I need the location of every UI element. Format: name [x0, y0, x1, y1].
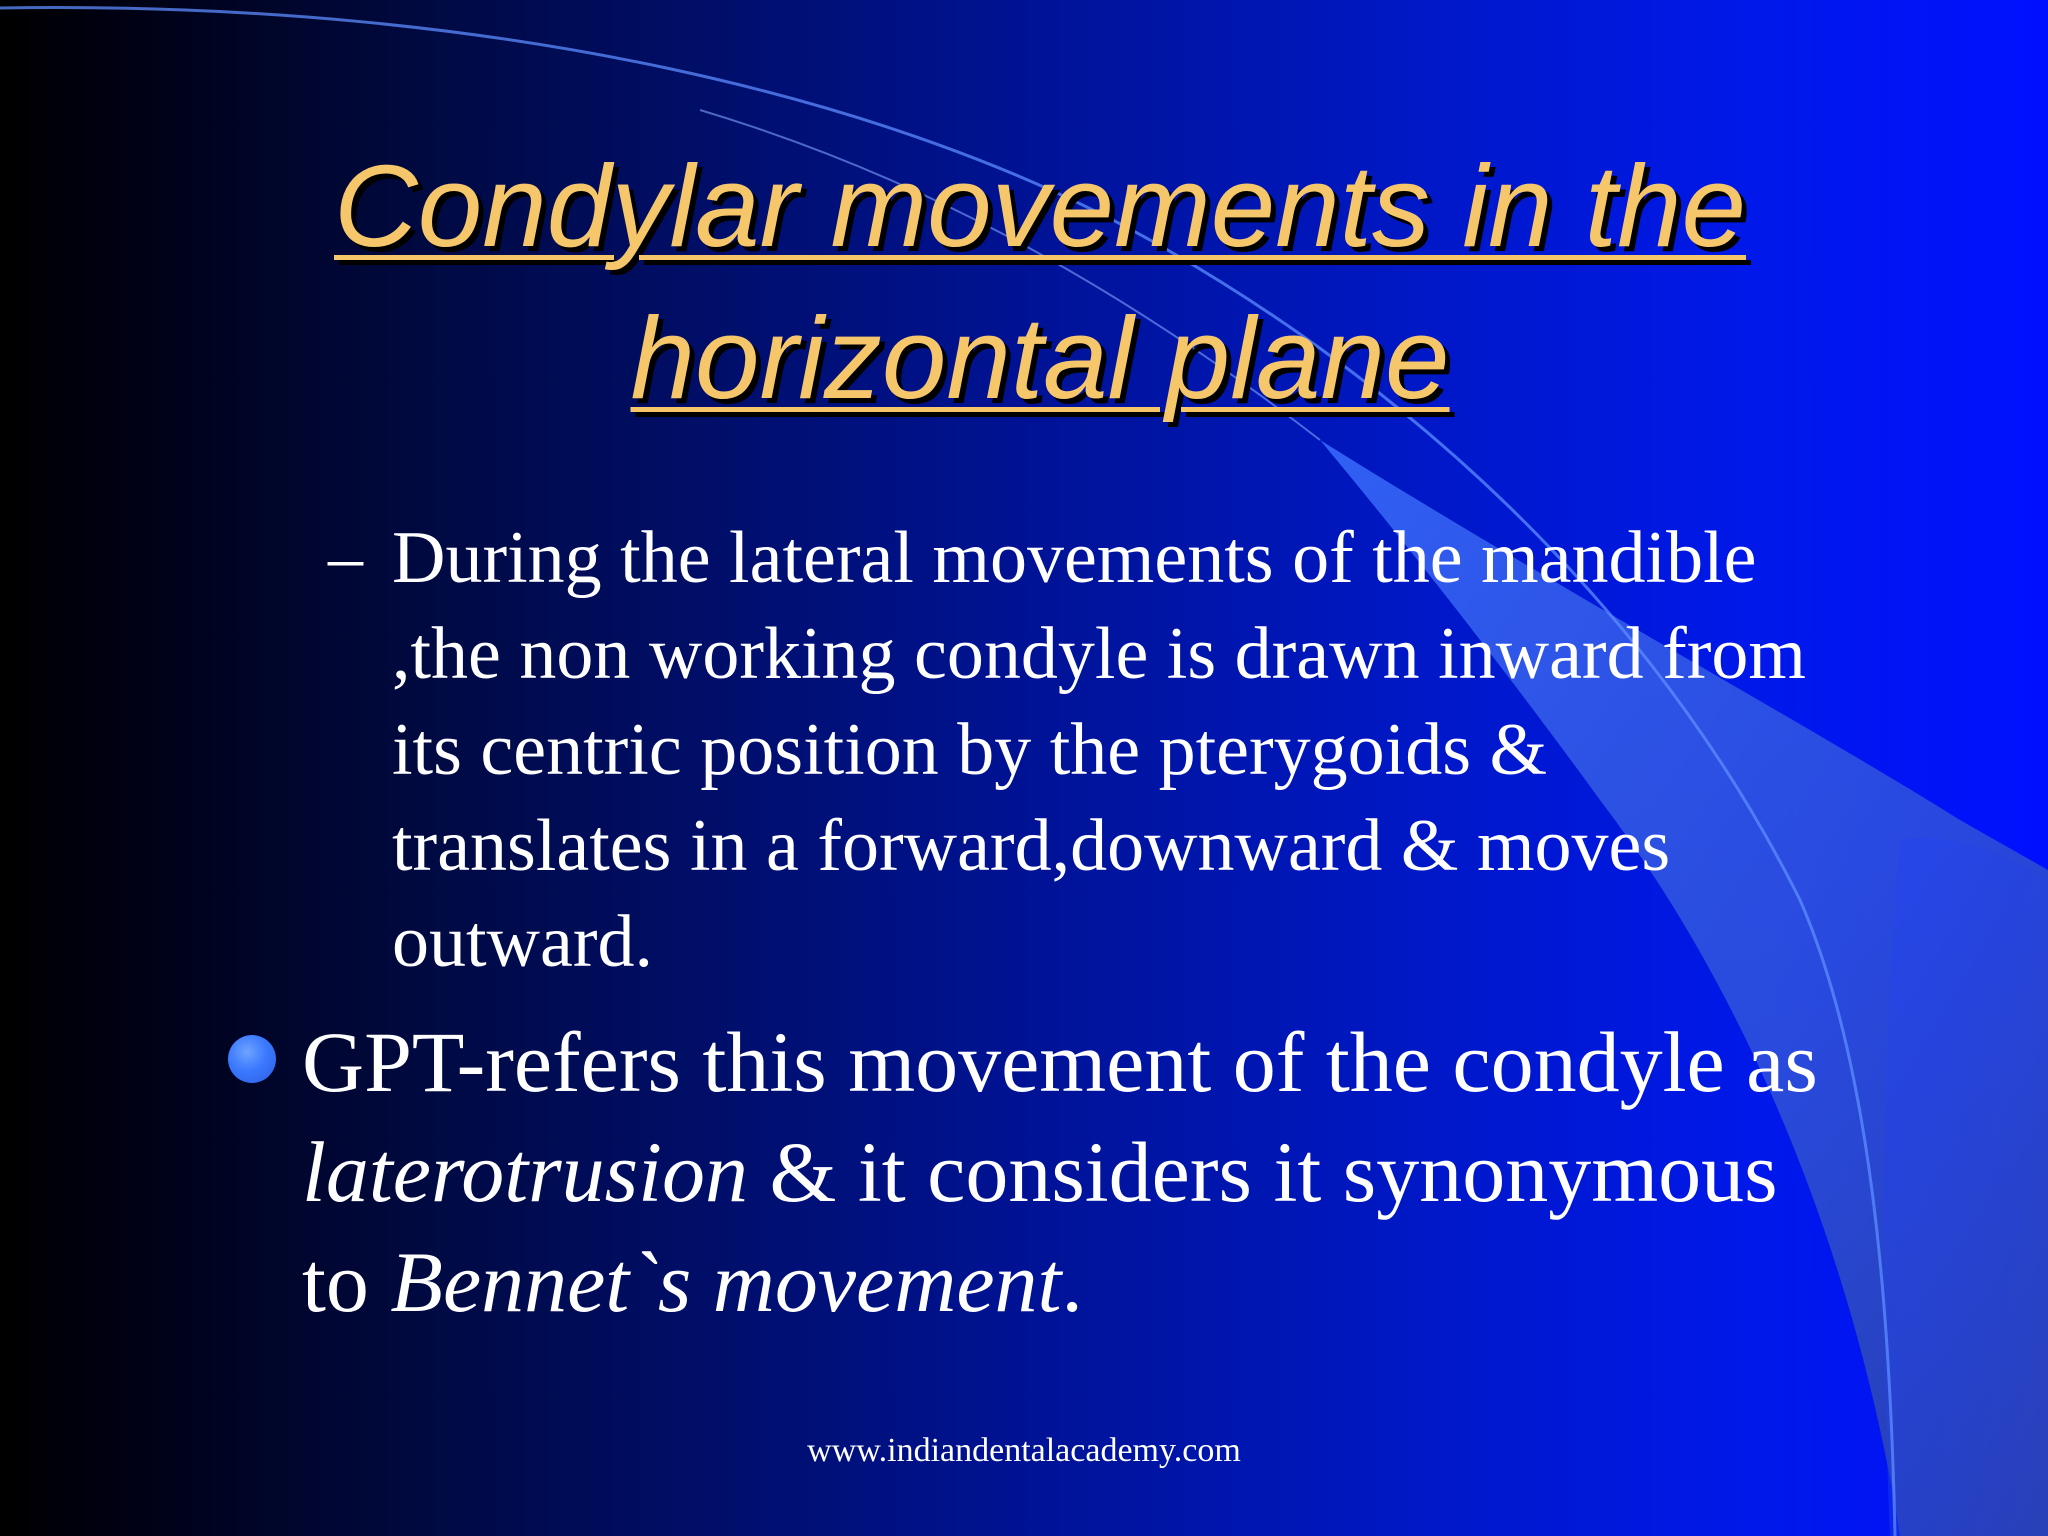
bullet-dot-icon — [228, 1035, 276, 1083]
slide-title — [130, 130, 1950, 434]
sub-bullet-line-1: During the lateral movements of the mandible — [392, 517, 1757, 599]
sub-bullet-line-2: ,the non working condyle is drawn inward from — [392, 613, 1806, 695]
sub-bullet-line-5: outward. — [392, 901, 653, 983]
main-bullet-line-1: GPT-refers this movement of the condyle as — [302, 1014, 1818, 1110]
main-bullet-line-3-suffix: . — [1061, 1234, 1083, 1330]
dash-marker: – — [328, 519, 363, 596]
term-bennets-movement: Bennet`s movement — [390, 1234, 1062, 1330]
sub-bullet-line-3: its centric position by the pterygoids & — [392, 709, 1548, 791]
main-bullet-line-2-rest: & it considers it synonymous — [747, 1124, 1778, 1220]
main-bullet-line-3-prefix: to — [302, 1234, 391, 1330]
sub-bullet-line-4: translates in a forward,downward & moves — [392, 805, 1671, 887]
title-line-2: horizontal plane — [630, 293, 1450, 423]
main-bullet-line-2 — [302, 1122, 1778, 1222]
term-laterotrusion: laterotrusion — [302, 1124, 748, 1220]
footer-url: www.indiandentalacademy.com — [807, 1432, 1241, 1469]
main-bullet-line-3 — [302, 1232, 1083, 1332]
title-line-1: Condylar movements in the — [334, 141, 1746, 271]
